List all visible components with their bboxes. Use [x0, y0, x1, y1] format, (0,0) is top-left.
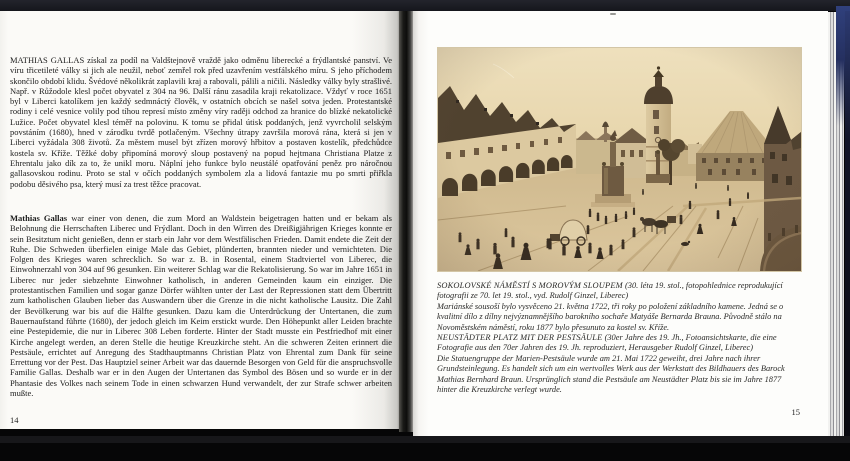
german-paragraph-lead: Mathias Gallas	[10, 213, 68, 223]
czech-paragraph-body: získal za podíl na Valdštejnově vraždě jako odměnu liberecké a frýdlantské panství. Ve víru třicetileté války si jich ale neužil, neboť zemřel rok před uzavřením vestfálského míru. S jeho příchodem skončilo období klidu. Švédové několikrát zaplavili kraj a rabovali, pálili a ničili. Následky války byly strašlivé. Např. v Růžodole klesl počet obyvatel z 304 na 96. Další ránu zasadila kraji rekatolizace. Vždyť v roce 1651 byl v Liberci katolíkem jen každý sedmnáctý člověk, v ostatních obcích se našel sotva jeden. Protestantské rodiny i celé vesnice volily pod tíhou represí místo změny víry raději odchod za hranice do blízké nekatolické Lužice. Počet obyvatel klesl téměř na polovinu. K tomu se přidal útisk poddaných, jenž vyvrcholil selským povstáním (1680), hned v zárodku tvrdě potlačeným. Všechny útrapy završila morová rána, která si jen v Liberci vyžádala 308 životů. Za městem musel být zřízen morový hřbitov a postaven kostelík, předchůdce kostela sv. Kříže. Těžké doby připomíná morový sloup postavený na popud hejtmana Christiana Platze z Ehrentalu jako dík za to, že unikl moru. Náplní jeho funkce bylo neustálé opatřování peněz pro náročnou gallasovskou rodinu. Proto se stal v očích poddaných symbolem zla a lidová fantazie mu po smrti přiřkla podobu děsivého psa, který musí za trest těžce pracovat.	[10, 55, 392, 189]
caption-czech-title: SOKOLOVSKÉ NÁMĚSTÍ S MOROVÝM SLOUPEM	[437, 281, 623, 290]
page-number-right: 15	[791, 407, 800, 417]
czech-paragraph-lead: MATHIAS GALLAS	[10, 55, 85, 65]
town-square-photo	[437, 47, 802, 272]
german-paragraph	[10, 213, 392, 398]
caption-german-description: Die Statuengruppe der Marien-Pestsäule wurde am 21. Mai 1722 geweiht, drei Jahre nach ihrer Grundsteinlegung. Es handelt sich um ein wertvolles Werk aus der Werkstatt des Bildhauers des Barock Mathias Bernhard Braun. Ursprünglich stand die Pestsäule am Neustädter Platz bis sie im Jahre 1877 hinter die Kreuzkirche verlegt wurde.	[437, 353, 785, 395]
caption-german-title: NEUSTÄDTER PLATZ MIT DER PESTSÄULE	[437, 333, 603, 343]
scan-bottom-shadow	[0, 436, 850, 443]
caption-german	[437, 333, 801, 354]
book-spine-gutter	[399, 11, 413, 432]
caption-czech	[437, 281, 801, 302]
left-page	[0, 11, 400, 429]
czech-paragraph	[10, 55, 392, 189]
scan-speck	[610, 13, 616, 15]
caption-czech-description: Mariánské sousoší bylo vysvěceno 21. května 1722, tři roky po položení základního kamene. Jedná se o kvalitní dílo z dílny nejvýznamnějšího barokního sochaře Matyáše Bernarda Brauna. Původně stálo na Novoměstském náměstí, roku 1877 bylo přesunuto za kostel sv. Kříže.	[437, 301, 784, 332]
book-cover-top-edge	[0, 0, 850, 11]
right-page	[413, 11, 828, 440]
german-paragraph-body: war einer von denen, die zum Mord an Waldstein beigetragen hatten und er bekam als Belohnung die Herrschaften Liberec und Frýdlant. Doch in den Wirren des Dreißigjährigen Krieges konnte er sein Besitztum nicht genießen, denn er starb ein Jahr vor dem Westfälischen Frieden. Damit endete die Zeit der Ruhe. Die Schweden überfielen einige Male das Gebiet, plünderten, brannten nieder und vernichteten. Die Folgen des Krieges waren schrecklich. So war z. B. in Rosental, einem Stadtviertel von Liberec, die Einwohnerzahl von 304 auf 96 gesunken. Ein weiterer Schlag war die Rekatolisierung. So war im Jahre 1651 in Liberec nur jeder siebzehnte Einwohner katholisch, in anderen Gemeinden kaum ein einziger. Die protestantischen Familien und sogar ganze Dörfer wählten unter der Last der Repressionen statt dem Übertritt zum katholischen Glauben lieber das Auswandern über die Grenze in die nicht katholische Lausitz. Die Zahl der Bevölkerung war bis auf die Hälfte gesunken. Dazu kam die Unterdrückung der Untertanen, die zum Bauernaufstand führte (1680), der jedoch gleich im Keim erstickt wurde. Den Höhepunkt aller Leiden brachte eine Pestepidemie, die nur in Liberec 308 Leben forderte. Hinter der Stadt musste ein Pestfriedhof mit einer Kirche angelegt werden, an deren Stelle die heutige Kreuzkirche steht. An die schweren Zeiten erinnert die Pestsäule, errichtet auf Anregung des Stadthauptmanns Christian Platz von Ehrental zum Dank für seine Errettung vor der Pest. Das Hauptziel seiner Arbeit war das dauernde Besorgen von Geld für die anspruchsvolle Familie Gallas. Deshalb war er in den Augen der Untertanen das Symbol des Bösen und so wurde er in der Phantasie des Volkes nach seinem Tode in einen schwarzen Hund verwandelt, der zur Strafe schwer arbeiten mußte.	[10, 213, 392, 399]
caption-czech-credit: (30. léta 19. stol., fotopohlednice reprodukující fotografii ze 70. let 19. stol., vyd. Rudolf Ginzel, Liberec)	[437, 281, 783, 301]
caption-german-credit: (30er Jahre des 19. Jh., Fotoansichtskarte, die eine Fotografie aus den 70er Jahren des 19. Jh. reproduziert, Herausgeber Rudolf Ginzel, Liberec)	[437, 333, 777, 353]
cover-blue-strip	[845, 11, 850, 441]
page-number-left: 14	[10, 415, 19, 425]
photo-captions	[437, 281, 801, 395]
